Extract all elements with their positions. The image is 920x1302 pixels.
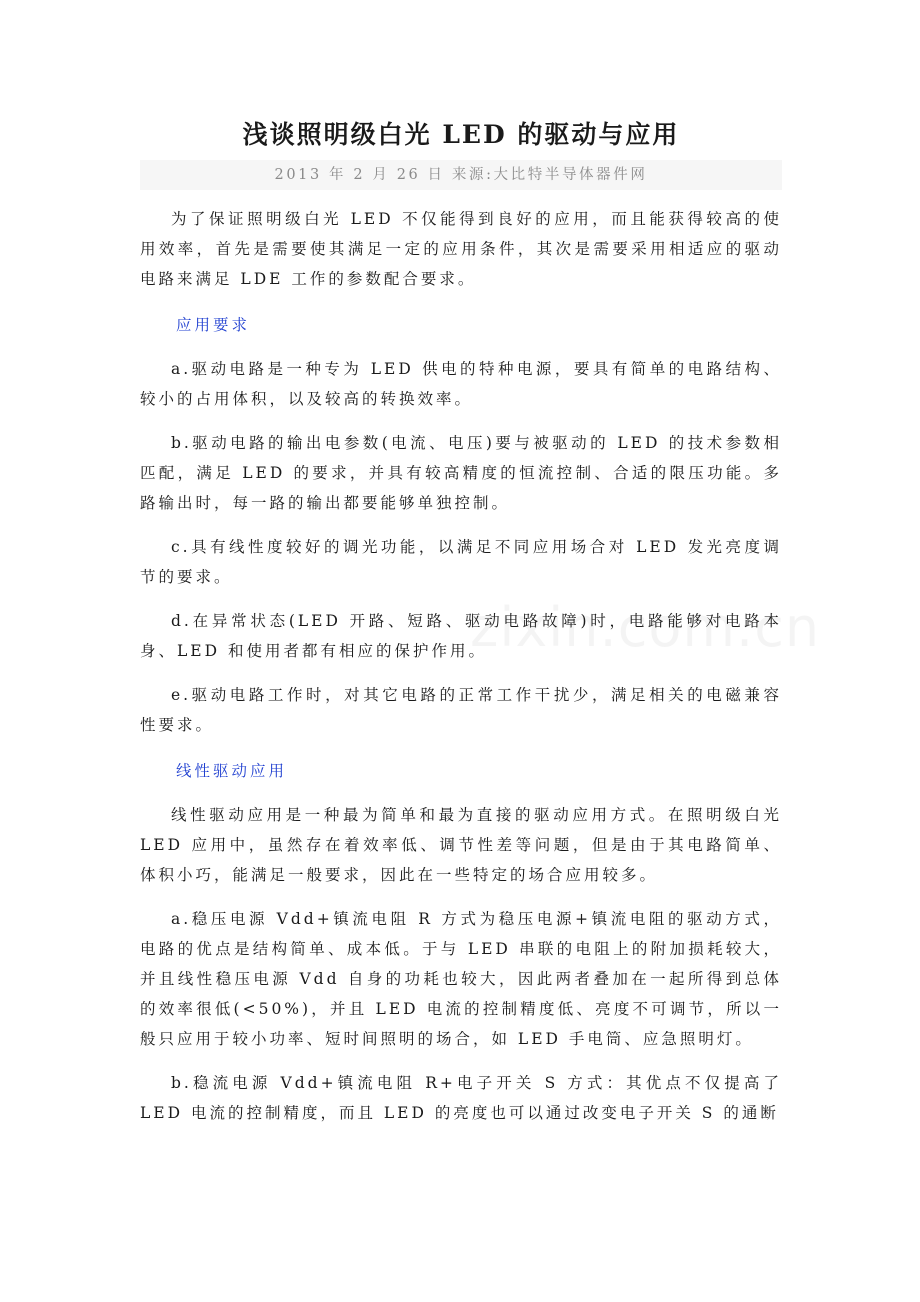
section-heading-linear-drive: 线性驱动应用 — [176, 762, 288, 780]
list-item: d.在异常状态(LED 开路、短路、驱动电路故障)时，电路能够对电路本身、LED 和使用者都有相应的保护作用。 — [140, 612, 782, 660]
section-heading-requirements: 应用要求 — [176, 316, 251, 334]
document-title: 浅谈照明级白光 LED 的驱动与应用 — [242, 120, 680, 149]
list-item: e.驱动电路工作时，对其它电路的正常工作干扰少，满足相关的电磁兼容性要求。 — [140, 686, 782, 734]
list-item: c.具有线性度较好的调光功能，以满足不同应用场合对 LED 发光亮度调节的要求。 — [140, 538, 782, 586]
document-meta: 2013 年 2 月 26 日 来源:大比特半导体器件网 — [140, 160, 782, 190]
document-page — [140, 112, 782, 1128]
list-item: b.稳流电源 Vdd+镇流电阻 R+电子开关 S 方式：其优点不仅提高了 LED 电流的控制精度，而且 LED 的亮度也可以通过改变电子开关 S 的通断 — [140, 1074, 782, 1122]
intro-paragraph: 为了保证照明级白光 LED 不仅能得到良好的应用，而且能获得较高的使用效率，首先是需要使其满足一定的应用条件，其次是需要采用相适应的驱动电路来满足 LDE 工作的参数配合要求。 — [140, 210, 782, 288]
list-item: a.驱动电路是一种专为 LED 供电的特种电源，要具有简单的电路结构、较小的占用体积，以及较高的转换效率。 — [140, 360, 782, 408]
list-item: b.驱动电路的输出电参数(电流、电压)要与被驱动的 LED 的技术参数相匹配，满足 LED 的要求，并具有较高精度的恒流控制、合适的限压功能。多路输出时，每一路的输出都要能够单独控制。 — [140, 434, 782, 512]
section-intro-paragraph: 线性驱动应用是一种最为简单和最为直接的驱动应用方式。在照明级白光 LED 应用中，虽然存在着效率低、调节性差等问题，但是由于其电路简单、体积小巧，能满足一般要求，因此在一些特定的场合应用较多。 — [140, 806, 782, 884]
list-item: a.稳压电源 Vdd+镇流电阻 R 方式为稳压电源+镇流电阻的驱动方式，电路的优点是结构简单、成本低。于与 LED 串联的电阻上的附加损耗较大，并且线性稳压电源 Vdd 自身的功耗也较大，因此两者叠加在一起所得到总体的效率很低(<50%)，并且 LED 电流的控制精度低、亮度不可调节，所以一般只应用于较小功率、短时间照明的场合，如 LED 手电筒、应急照明灯。 — [140, 910, 782, 1048]
